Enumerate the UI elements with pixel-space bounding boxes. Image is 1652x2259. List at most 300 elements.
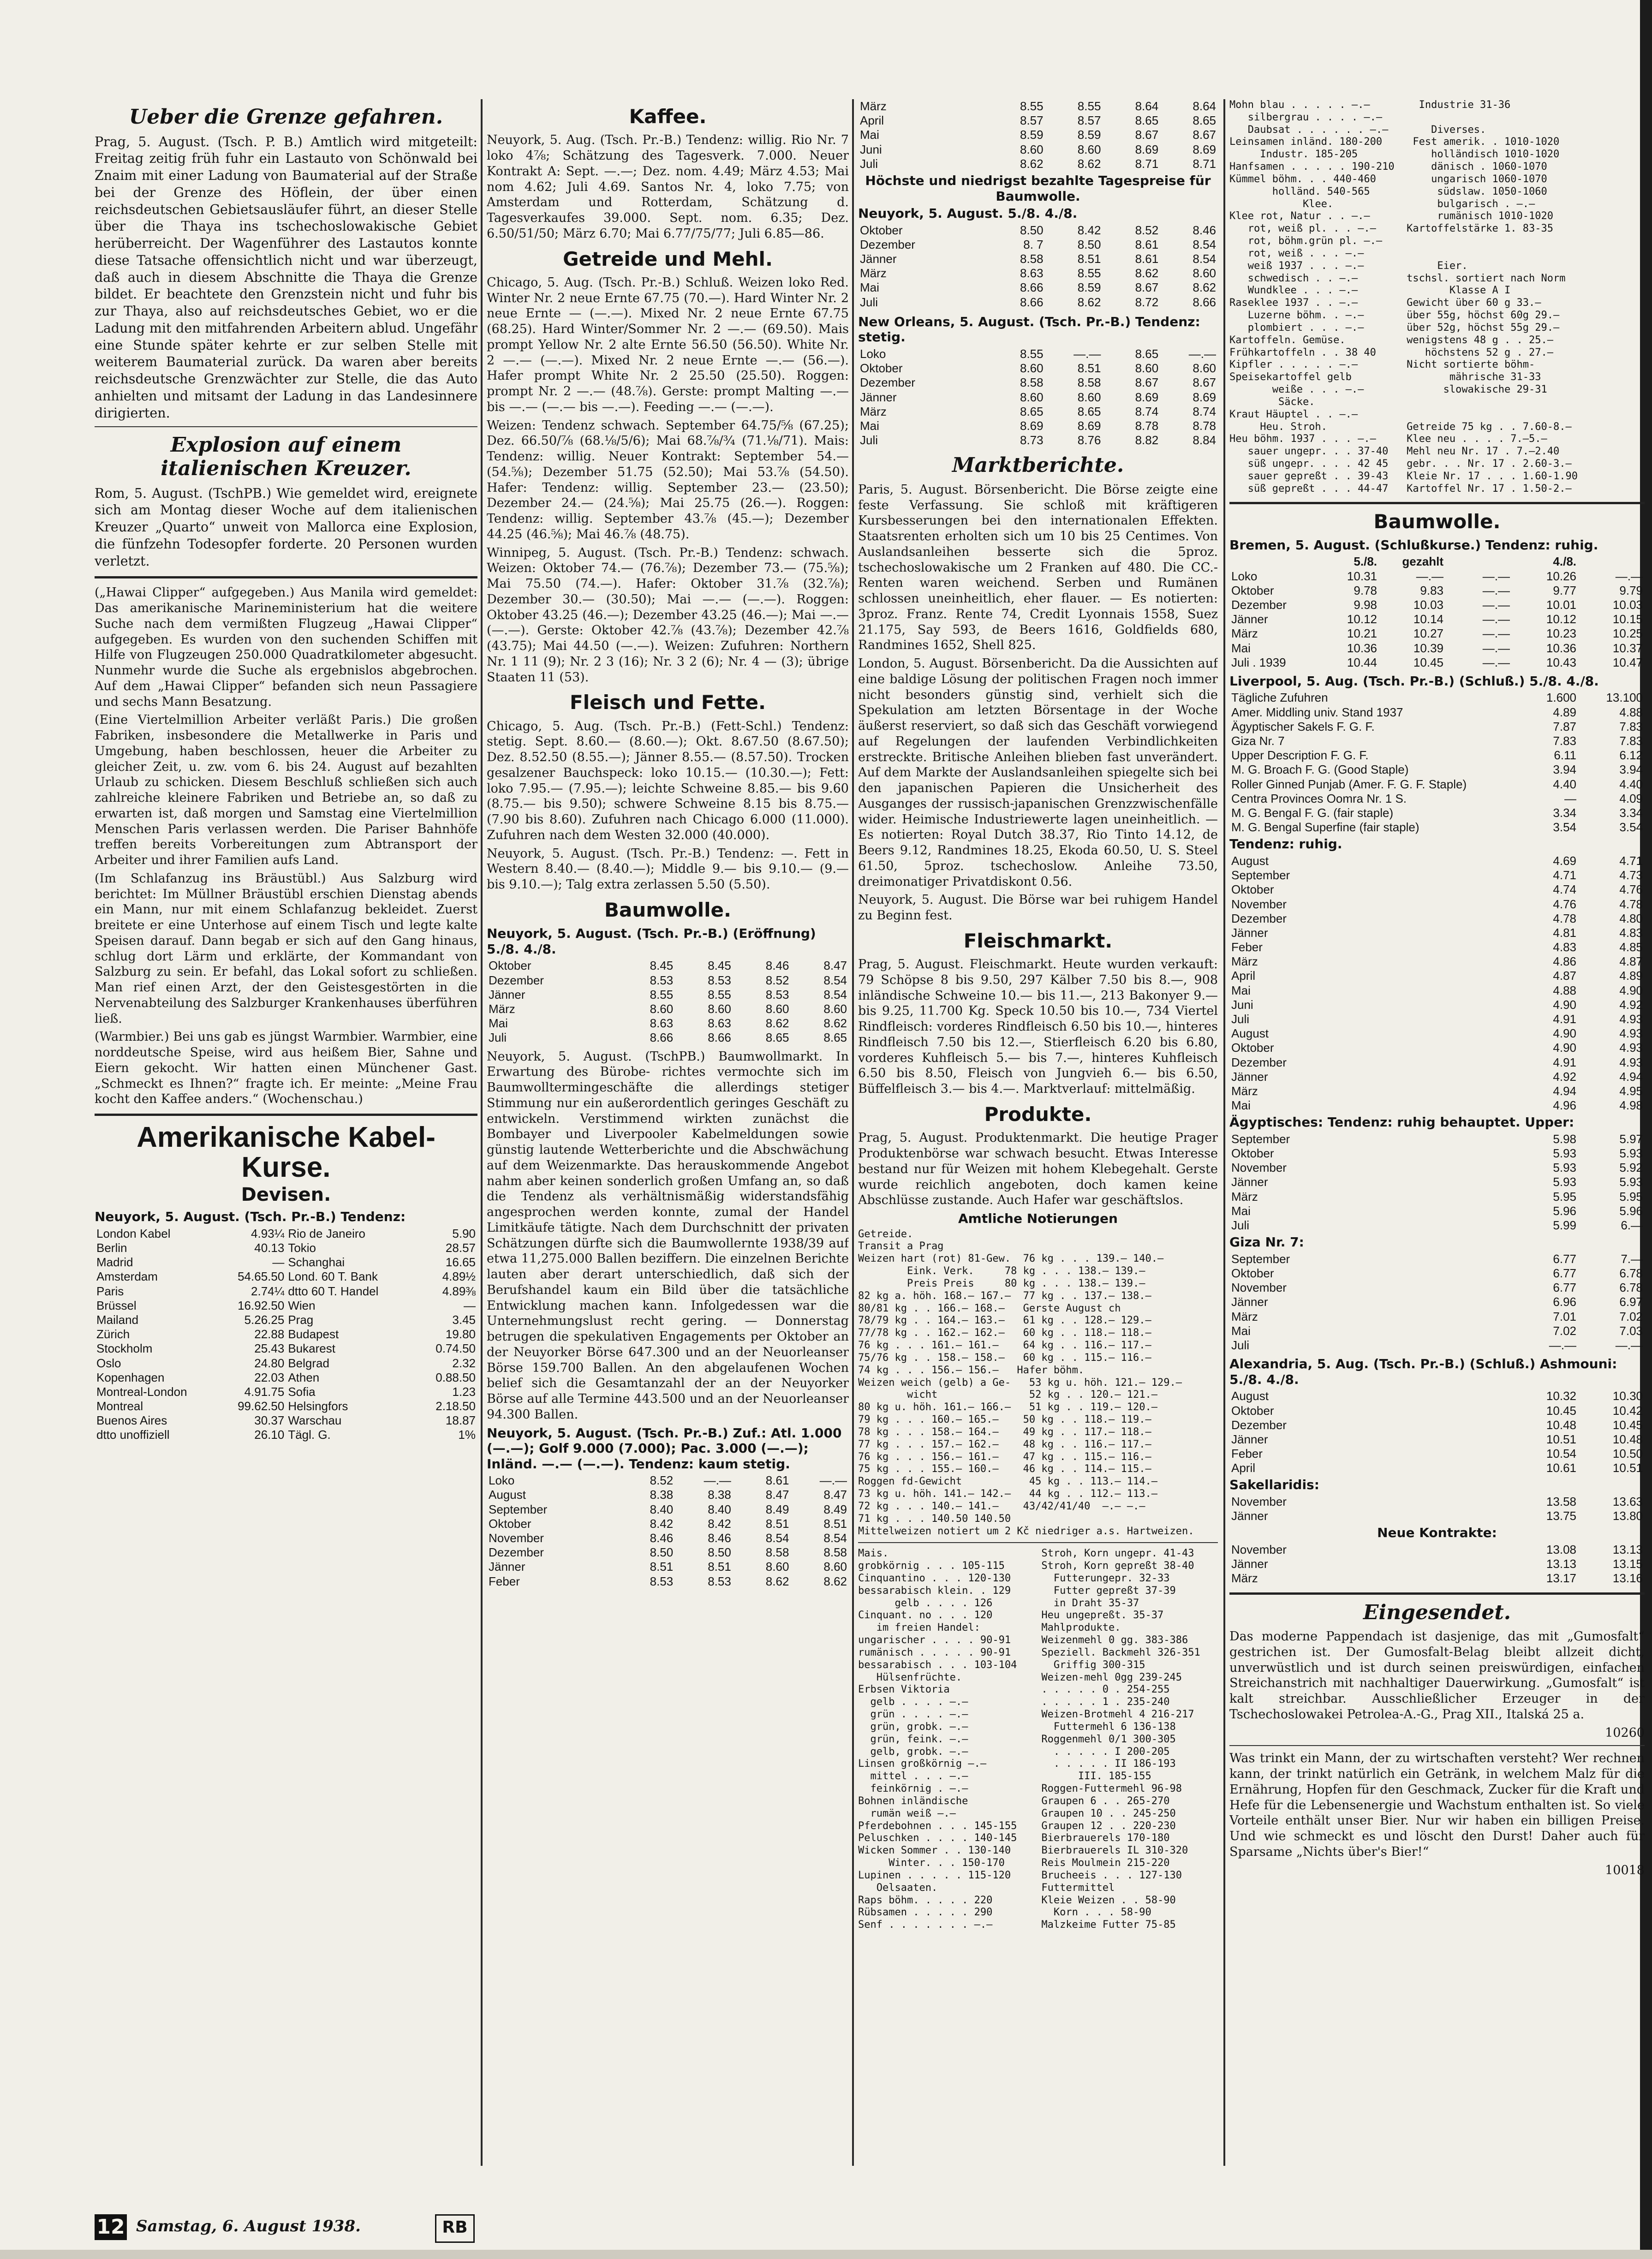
table-cell: Bukarest [288,1341,335,1356]
row-label: Mailand [96,1312,139,1327]
table-cell: 10.23 [1546,626,1576,641]
table-cell: 25.43 [254,1341,285,1356]
row-label: August [1231,1389,1269,1403]
row-label: M. G. Broach F. G. (Good Staple) [1231,763,1409,777]
row-label: Juli [1231,1012,1250,1026]
table-cell: 8.66 [1020,280,1044,295]
row-label: Dezember [1231,1418,1287,1432]
table-cell: 8. 7 [1023,237,1044,251]
table-cell: 8.63 [708,1016,731,1031]
table-cell: 22.03 [254,1370,285,1384]
table-cell: 5.26.25 [244,1312,285,1327]
table-cell: 4.90 [1553,1026,1576,1041]
table-cell: 4.73 [1619,868,1643,882]
table-row [858,390,1218,405]
row-label: Zürich [96,1327,130,1341]
table-cell: 3.34 [1619,805,1643,820]
headline-eingesendet: Eingesendet. [1363,1600,1511,1624]
table-cell: 8.50 [1020,223,1044,237]
row-label: März [1231,626,1258,641]
table-cell: 8.60 [765,1001,789,1016]
row-label: Dezember [860,376,915,390]
row-label: Paris [96,1284,124,1298]
alexandria-header: Alexandria, 5. Aug. (Tsch. Pr.-B.) (Schluß.) Ashmouni: 5./8. 4./8. [1229,1356,1617,1387]
table-cell: 8.62 [1135,266,1159,280]
column-header: gezahlt [1402,554,1443,569]
table-cell: 13.58 [1546,1495,1576,1509]
table-row [95,1313,477,1327]
table-row [1229,1281,1645,1295]
table-cell: 10.37 [1612,641,1643,655]
table-cell: 4.93 [1619,1055,1643,1069]
row-label: Mai [1231,983,1251,997]
row-label: März [489,1001,515,1016]
table-cell: 9.79 [1619,583,1643,597]
table-row [1229,656,1645,670]
bremen-header: Bremen, 5. August. (Schlußkurse.) Tendenz: ruhig. [1229,537,1598,553]
row-label: Juli [860,156,878,171]
row-label: März [860,99,887,113]
table-cell: 16.65 [445,1255,476,1270]
row-label: Berlin [96,1241,127,1255]
row-label: März [1231,954,1258,969]
table-cell: 4.83 [1619,925,1643,940]
column-4 [1229,99,1645,2244]
issue-date: Samstag, 6. August 1938. [136,2217,361,2235]
table-cell: Athen [288,1370,320,1384]
table-row [1229,612,1645,626]
table-cell: 10.39 [1413,641,1443,655]
table-cell: 10.15 [1612,612,1643,626]
table-cell: —.— [1074,347,1101,361]
table-cell: 8.45 [650,959,674,973]
table-row [1229,1571,1645,1585]
table-row [487,1560,849,1574]
table-cell: 6.77 [1553,1281,1576,1295]
table-row [95,1327,477,1341]
table-cell: 8.49 [765,1502,789,1516]
table-cell: 4.96 [1553,1098,1576,1113]
table-cell: 8.58 [823,1545,847,1560]
row-label: November [1231,1161,1287,1175]
table-cell: 8.60 [1077,142,1101,156]
table-row [858,99,1218,113]
table-cell: 8.69 [1193,142,1216,156]
table-row [1229,820,1645,834]
divider [1229,1745,1645,1746]
row-label: April [1231,969,1256,983]
row-label: Oktober [489,959,531,973]
row-label: September [1231,1252,1290,1266]
table-cell: 7.83 [1553,734,1576,748]
table-cell: 5.93 [1553,1161,1576,1175]
table-row [1229,1432,1645,1447]
table-cell: 10.48 [1612,1432,1643,1446]
table-cell: 10.21 [1347,626,1377,641]
row-label: Oktober [1231,1041,1274,1055]
divider [858,1542,1218,1543]
headline-getreide: Getreide und Mehl. [563,247,773,270]
table-cell: 4.81 [1553,925,1576,940]
table-cell: 10.42 [1612,1403,1643,1418]
headline-explosion: Explosion auf einem italienischen Kreuzer. [161,433,412,480]
amtliche-getreide: Getreide. Transit a Prag Weizen hart (rot) 81-Gew. 76 kg . . . 139.— 140.— Eink. Verk. 78 kg . . . 138.— 139.— Preis Preis 80 kg . . . 138.— 139.— 82 kg a. höh. 168.— 167.— 77 kg . . 137.— 138.— 80/81 kg . . 166.— 168.— Gerste August ch 78/79 kg . . 164.— 163.— 61 kg . . 128.— 129.— 77/78 kg . . 162.— 162.— 60 kg . . 118.— 118.— 76 kg . . . 161.— 161.— 64 kg . . 116.— 117.— 75/76 kg . . 158.— 158.— 60 kg . . 115.— 116.— 74 kg . . . 156.— 156.— Hafer böhm. Weizen weich (gelb) a Ge- 53 kg u. höh. 121.— 129.— wicht 52 kg . . 120.— 121.— 80 kg u. höh. 161.— 166.— 51 kg . . 119.— 120.— 79 kg . . . 160.— 165.— 50 kg . . 118.— 119.— 78 kg . . . 158.— 164.— 49 kg . . 117.— 118.— 77 kg . . . 157.— 162.— 48 kg . . 116.— 117.— 76 kg . . . 156.— 161.— 47 kg . . 115.— 116.— 75 kg . . . 155.— 160.— 46 kg . . 114.— 115.— Roggen fd-Gewicht 45 kg . . 113.— 114.— 73 kg u. höh. 141.— 142.— 44 kg . . 112.— 113.— 72 kg . . . 140.— 141.— 43/42/41/40 —.— —.— 71 kg . . . 140.50 140.50 Mittelweizen notiert um 2 Kč niedriger a.s. Hartweizen. [858,1228,1194,1537]
table-cell: 8.60 [823,1560,847,1574]
table-cell: 99.62.50 [238,1399,285,1413]
ad-gumosfalt: Das moderne Pappendach ist dasjenige, das mit „Gumosfalt“ gestrichen ist. Der Gumosfalt-Belag bleibt allzeit dicht, unverwüstlich und ist durch seinen preiswürdigen, einfachen Streichanstrich mit nachhaltiger Dauerwirkung. „Gumosfalt“ ist kalt streichbar. Ausschließlicher Erzeuger in der Tschechoslowakei Petrolea-A.-G., Prag XII., Italská 25 a. [1229,1629,1645,1722]
table-cell: 30.37 [254,1413,285,1428]
table-cell: 4.87 [1619,954,1643,969]
table-row [487,1502,849,1517]
table-cell: Prag [288,1312,314,1327]
table-cell: 8.66 [1193,295,1216,309]
table-cell: 10.51 [1546,1432,1576,1446]
table-cell: 10.47 [1612,655,1643,669]
table-cell: 7.— [1621,1252,1643,1266]
row-label: Mai [1231,641,1251,655]
bremen-table [1229,554,1645,670]
table-cell: 8.42 [1077,223,1101,237]
baumwolle2-header: Neuyork, 5. August. (Tsch. Pr.-B.) Zuf.: Atl. 1.000 (—.—); Golf 9.000 (7.000); Pac. 3.000 (—.—); Inländ. —.— (—.—). Tendenz: kaum stetig. [487,1425,842,1472]
table-cell: 8.47 [823,959,847,973]
table-cell: 8.40 [650,1502,674,1516]
page-footer [95,2214,477,2242]
table-cell: 10.26 [1546,569,1576,583]
table-row [1229,569,1645,584]
row-label: März [860,266,887,280]
table-cell: 13.13 [1612,1543,1643,1557]
table-row [1229,705,1645,720]
table-cell: 9.83 [1420,583,1443,597]
table-cell: 8.52 [765,973,789,987]
column-2 [487,99,849,2244]
devisen-subtitle: Devisen. [241,1184,331,1206]
table-cell: 8.52 [1135,223,1159,237]
neworleans-table [858,347,1218,447]
table-row [1229,954,1645,969]
table-cell: 8.69 [1193,390,1216,404]
fleisch-chicago: Chicago, 5. Aug. (Tsch. Pr.-B.) (Fett-Schl.) Tendenz: stetig. Sept. 8.60.— (8.60.—); Okt. 8.67.50 (8.67.50); Dez. 8.52.50 (8.55.—); Jänner 8.55.— (8.57.50). Trocken gesalzener Bauchspeck: loko 10.15.— (10.30.—); Fett: loko 7.95.— (7.95.—); leichte Schweine 8.85.— bis 9.60 (8.75.— bis 9.50); schwere Schweine 8.15 bis 8.75.— (7.90 bis 8.60). Zufuhren nach Chicago 6.000 (11.000). Zufuhren nach dem Westen 32.000 (40.000). [487,719,849,842]
table-cell: 8.60 [823,1001,847,1016]
headline-kaffee: Kaffee. [629,105,707,128]
row-label: November [1231,1543,1287,1557]
table-row [95,1399,477,1413]
table-row [1229,1324,1645,1338]
row-label: Mai [1231,1323,1251,1338]
row-label: Juli . 1939 [1231,655,1286,669]
table-row [95,1241,477,1255]
table-row [1229,1461,1645,1475]
row-label: März [1231,1571,1258,1585]
baumwolle-report: Neuyork, 5. August. (TschPB.) Baumwollmarkt. In Erwartung des Bürobe- richtes vermochte sich im Baumwolltermingeschäfte die allerdings stetiger Stimmung nur ein außerordentlich geringes Geschäft zu entwickeln. Verstimmend wirkten zunächst die Bombayer und Liverpooler Kabelmeldungen sowie günstig lautende Wetterberichte und die Abschwächung auf dem Weizenmarkte. Das herauskommende Angebot nahm aber keinen sonderlich großen Umfang an, so daß die Tendenz als verhältnismäßig widerstandsfähig angesprochen werden konnte, zumal der Handel Limitkäufe tätigte. Nach dem Durchschnitt der privaten Schätzungen dürfte sich die Baumwollernte 1938/39 auf etwa 11,275.000 Ballen beziffern. Die einzelnen Berichte lauten aber derart unterschiedlich, daß sich der Berufshandel kaum ein Bild über die tatsächliche Entwicklung machen kann. Infolgedessen war die Unternehmungslust recht gering. — Donnerstag betrugen die spekulativen Engagements per Oktober an der Neuyorker Börse 647.300 und an der Neuorleanser Börse 159.700 Ballen. An den abgelaufenen Wochen belief sich die Gesamtanzahl der an der Neuyorker Börse auf alle Termine 443.500 und an der Neuorleanser 94.300 Ballen. [487,1049,849,1422]
row-label: Oktober [860,223,903,237]
row-label: Mai [860,128,879,142]
table-cell: 8.52 [650,1473,674,1488]
table-cell: 5.93 [1553,1146,1576,1161]
table-cell: — [272,1255,285,1270]
table-cell: 10.61 [1546,1461,1576,1475]
table-cell: 8.62 [823,1574,847,1588]
table-cell: 8.61 [1135,252,1159,266]
table-cell: 8.61 [765,1473,789,1488]
table-row [1229,1055,1645,1070]
table-cell: 10.45 [1413,655,1443,669]
row-label: Jänner [1231,1557,1268,1571]
neuyork-boerse: Neuyork, 5. August. Die Börse war bei ruhigem Handel zu Beginn fest. [858,893,1218,923]
table-cell: 8.65 [1077,404,1101,418]
table-cell: 24.80 [254,1356,285,1370]
table-cell: 10.36 [1546,641,1576,655]
table-cell: 8.53 [650,973,674,987]
table-cell: 8.46 [765,959,789,973]
table-cell: 8.62 [1077,156,1101,171]
column-header [1229,554,1312,569]
table-row [1229,998,1645,1012]
table-row [1229,983,1645,998]
table-cell: 8.42 [650,1516,674,1531]
table-cell: 4.90 [1619,983,1643,997]
table-row [1229,926,1645,940]
table-cell: 8.57 [1020,113,1044,128]
table-cell: 13.15 [1612,1557,1643,1571]
table-cell: 4.94 [1619,1069,1643,1084]
table-row [1229,1132,1645,1146]
row-label: Loko [489,1473,515,1488]
divider [95,426,477,427]
row-label: Jänner [489,1560,525,1574]
row-label: Oktober [1231,1403,1274,1418]
ny-range-table [858,223,1218,310]
table-cell: 8.60 [1020,361,1044,376]
table-cell: 8.65 [823,1031,847,1045]
table-row [1229,1098,1645,1113]
table-row [95,1299,477,1313]
table-row [1229,940,1645,954]
sakellaridis-header: Sakellaridis: [1229,1477,1319,1493]
table-row [487,1002,849,1016]
table-row [858,113,1218,128]
row-label: Mai [860,418,879,433]
row-label: Dezember [860,237,915,251]
table-cell: 10.01 [1546,597,1576,612]
divider [1229,1592,1645,1595]
table-row [95,1284,477,1299]
table-cell: —.— [819,1473,847,1488]
table-cell: 8.72 [1135,295,1159,309]
table-cell: 8.67 [1193,376,1216,390]
table-cell: 1.600 [1546,691,1576,705]
row-label: Centra Provinces Oomra Nr. 1 S. [1231,791,1407,805]
kabel-title: Amerikanische Kabel-Kurse. [137,1121,435,1184]
table-row [858,223,1218,238]
row-label: Juni [860,142,882,156]
table-row [1229,598,1645,612]
table-cell: 6.77 [1553,1252,1576,1266]
table-row [1229,626,1645,641]
row-label: Mai [1231,1098,1251,1113]
hoechst-header: Höchste und niedrigst bezahlte Tagespreise für Baumwolle. [865,173,1211,204]
table-cell: 8.62 [1077,295,1101,309]
table-cell: 8.78 [1135,418,1159,433]
table-cell: 8.84 [1193,433,1216,447]
table-row [95,1270,477,1284]
table-cell: 8.63 [650,1016,674,1031]
devisen-table [95,1227,477,1442]
table-cell: 4.91 [1553,1055,1576,1069]
table-cell: 8.54 [1193,237,1216,251]
baumwolle-opening-table [487,959,849,1045]
table-row [1229,1404,1645,1418]
table-row [1229,854,1645,868]
table-cell: 4.89 [1619,969,1643,983]
table-row [1229,1041,1645,1055]
liverpool2-header: Tendenz: ruhig. [1229,836,1342,852]
table-cell: 8.55 [1077,99,1101,113]
table-cell: 2.74¼ [251,1284,285,1298]
table-row [1229,1543,1645,1557]
table-row [1229,1084,1645,1098]
divider [95,1114,477,1116]
table-cell: —.— [1188,347,1216,361]
table-cell: —.— [1482,597,1510,612]
table-row [95,1227,477,1241]
row-label: Jänner [1231,1432,1268,1446]
table-row [487,988,849,1002]
table-cell: 3.94 [1553,763,1576,777]
column-header [1445,554,1512,569]
row-label: Mai [1231,1204,1251,1218]
table-cell: Wien [288,1298,316,1312]
table-row [858,252,1218,266]
table-cell: 8.54 [823,1531,847,1545]
table-cell: 40.13 [254,1241,285,1255]
table-cell: 6.78 [1619,1281,1643,1295]
table-cell: 5.97 [1619,1132,1643,1146]
table-cell: 8.58 [1020,376,1044,390]
row-label: London Kabel [96,1226,171,1240]
table-cell: 10.50 [1612,1447,1643,1461]
table-cell: 8.60 [1020,390,1044,404]
table-cell: 13.17 [1546,1571,1576,1585]
table-cell: 4.80 [1619,911,1643,925]
row-label: August [1231,1026,1269,1041]
table-row [1229,1146,1645,1161]
row-label: Juni [1231,997,1253,1012]
table-cell: Tokio [288,1241,316,1255]
fleisch-neuyork: Neuyork, 5. August. (Tsch. Pr.-B.) Tendenz: —. Fett in Western 8.40.— (8.40.—); Middle 9.— bis 9.10.— (9.— bis 9.10.—); Talg extra zerlassen 5.50 (5.50). [487,846,849,892]
table-cell: 8.65 [1135,113,1159,128]
table-cell: 8.51 [1077,361,1101,376]
table-cell: —.— [1482,626,1510,641]
table-cell: 4.86 [1553,954,1576,969]
table-cell: 13.100 [1606,691,1643,705]
row-label: Dezember [1231,911,1287,925]
table-cell: 4.69 [1553,853,1576,868]
ad-number-1: 10260 [1605,1725,1645,1740]
table-cell: 4.92 [1553,1069,1576,1084]
column-rule [852,99,854,2166]
table-row [1229,734,1645,748]
ad-number-2: 10018 [1605,1863,1645,1878]
table-cell: 8.82 [1135,433,1159,447]
liverpool-terms-table [1229,854,1645,1113]
table-cell: 4.74 [1553,882,1576,897]
table-cell: 10.51 [1612,1461,1643,1475]
table-cell: 0.88.50 [435,1370,476,1384]
row-label: Oktober [489,1516,531,1531]
amtliche-mais-mehl: Mais. Stroh, Korn ungepr. 41-43 grobkörnig . . . 105-115 Stroh, Korn gepreßt 38-40 Cinquantino . . . 120-130 Futterungepr. 32-33 bessarabisch klein. . 129 Futter gepreßt 37-39 gelb . . . . 126 in Draht 35-37 Cinquant. no . . . 120 Heu ungepreßt. 35-37 im freien Handel: Mahlprodukte. ungarischer . . . . 90-91 Weizenmehl 0 gg. 383-386 rumänisch . . . . . 90-91 Speziell. Backmehl 326-351 bessarabisch . . . 103-104 Griffig 300-315 Hülsenfrüchte. Weizen-mehl 0gg 239-245 Erbsen Viktoria . . . . . 0 . 254-255 gelb . . . . —.— . . . . . 1 . 235-240 grün . . . . —.— Weizen-Brotmehl 4 216-217 grün, grobk. —.— Futtermehl 6 136-138 grün, feink. —.— Roggenmehl 0/1 300-305 gelb, grobk. —.— . . . . . I 200-205 Linsen großkörnig —.— . . . . . II 186-193 mittel . . . —.— III. 185-155 feinkörnig . —.— Roggen-Futtermehl 96-98 Bohnen inländische Graupen 6 . . 265-270 rumän weiß —.— Graupen 10 . . 245-250 Pferdebohnen . . . 145-155 Graupen 12 . . 220-230 Peluschken . . . . 140-145 Bierbrauerels 170-180 Wicken Sommer . . 130-140 Bierbrauerels IL 310-320 Winter. . . 150-170 Reis Moulmein 215-220 Lupinen . . . . . 115-120 Brucheeis . . . 127-130 Oelsaaten. Futtermittel Raps böhm. . . . . 220 Kleie Weizen . . 58-90 Rübsamen . . . . . 290 Korn . . . 58-90 Senf . . . . . . . —.— Malzkeime Futter 75-85 [858,1548,1200,1931]
row-label: Mai [489,1016,508,1031]
table-cell: 8.53 [708,1574,731,1588]
table-row [858,143,1218,157]
table-cell: 4.89⅜ [442,1284,476,1298]
row-label: Stockholm [96,1341,153,1356]
table-row [1229,1418,1645,1432]
row-label: Brüssel [96,1298,137,1312]
table-cell: 28.57 [445,1241,476,1255]
table-cell: 8.54 [823,973,847,987]
table-row [858,266,1218,280]
table-cell: 10.12 [1546,612,1576,626]
table-cell: 8.73 [1020,433,1044,447]
table-row [1229,1204,1645,1218]
table-cell: 10.31 [1347,569,1377,583]
giza-table [1229,1252,1645,1353]
table-cell: 10.25 [1612,626,1643,641]
row-label: Oktober [1231,882,1274,897]
row-label: November [1231,1281,1287,1295]
table-row [1229,1190,1645,1204]
table-cell: 6.11 [1554,748,1576,763]
table-cell: 8.55 [1077,266,1101,280]
table-cell: 8.58 [765,1545,789,1560]
row-label: Dezember [1231,1055,1287,1069]
table-cell: 8.46 [708,1531,731,1545]
table-cell: Warschau [288,1413,342,1428]
table-cell: 8.71 [1135,156,1159,171]
table-row [95,1371,477,1385]
item-warmbier: (Warmbier.) Bei uns gab es jüngst Warmbier. Warmbier, eine norddeutsche Speise, wird aus heißem Bier, Sahne und Eiern gekocht. Wir hatten einen Münchener Gast. „Schmeckt es Ihnen?“ fragte ich. Er meinte: „Meine Frau kocht den Kaffee anders.“ (Wochenschau.) [95,1030,477,1107]
row-label: Jänner [1231,612,1268,626]
row-label: November [1231,897,1287,911]
table-cell: 8.58 [1020,252,1044,266]
table-cell: 8.51 [823,1516,847,1531]
divider [1229,502,1645,504]
table-cell: 6.97 [1619,1295,1643,1309]
table-cell: 8.60 [1020,142,1044,156]
table-cell: 5.90 [452,1226,476,1240]
table-cell: 4.91 [1553,1012,1576,1026]
getreide-termine: Weizen: Tendenz schwach. September 64.75/⅝ (67.25); Dez. 66.50/⅞ (68.⅛/5/6); Mai 68.⅞/¾ (71.⅛/71). Mais: Tendenz: willig. Neuer Kontrakt: September 54.— (54.⅝); Dezember 51.75 (52.50); Mai 53.⅞ (54.50). Hafer: Tendenz: willig. September 23.— (23.50); Dezember 24.— (24.⅝); Mai 25.75 (26.—). Roggen: Tendenz: willig. September 43.⅞ (45.—); Dezember 44.25 (46.⅝); Mai 46.⅞ (48.75). [487,418,849,542]
table-cell: 3.45 [452,1312,476,1327]
table-cell: 8.53 [765,987,789,1001]
table-row [1229,1295,1645,1309]
table-cell: 8.55 [708,987,731,1001]
table-cell: 8.50 [708,1545,731,1560]
table-row [1229,882,1645,897]
table-cell: 7.83 [1619,734,1643,748]
row-label: März [1231,1189,1258,1204]
table-cell: 1.23 [452,1384,476,1399]
table-cell: 8.67 [1135,376,1159,390]
table-row [487,1574,849,1589]
table-cell: 8.67 [1135,280,1159,295]
table-row [95,1341,477,1356]
table-cell: —.— [1549,1338,1576,1352]
table-cell: 4.76 [1619,882,1643,897]
table-cell: 4.85 [1619,940,1643,954]
table-cell: 8.69 [1135,142,1159,156]
